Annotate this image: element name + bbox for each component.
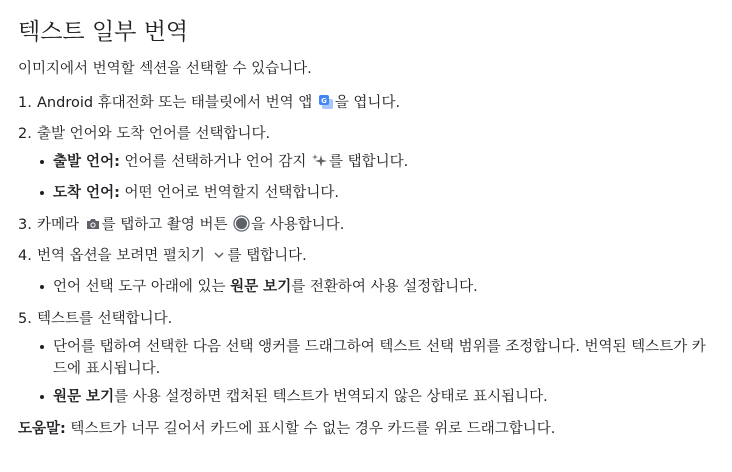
step-4 <box>18 245 718 298</box>
camera-icon <box>85 216 101 239</box>
shutter-icon <box>233 215 250 239</box>
steps-list <box>18 92 718 408</box>
step-number: 2. <box>18 126 32 142</box>
tip-label: 도움말: <box>18 421 66 437</box>
sub-item-select-words <box>37 336 718 380</box>
intro-text: 이미지에서 번역할 섹션을 선택할 수 있습니다. <box>18 61 312 77</box>
step-number: 5. <box>18 311 32 327</box>
step-text: 출발 언어와 도착 언어를 선택합니다. <box>37 126 271 142</box>
step-2-sublist <box>37 151 718 204</box>
step-5-sublist <box>37 336 718 408</box>
step-text: 텍스트를 선택합니다. <box>37 311 173 327</box>
tip-body: 텍스트가 너무 길어서 카드에 표시할 수 없는 경우 카드를 위로 드래그합니다. <box>65 421 556 437</box>
sub-item-show-original <box>37 276 718 298</box>
bold-label: 도착 언어: <box>53 185 120 201</box>
bullet <box>40 285 44 289</box>
bold-label: 출발 언어: <box>53 154 120 170</box>
sub-text: 언어를 선택하거나 언어 감지 <box>119 154 312 170</box>
bullet <box>40 160 44 164</box>
page-title: 텍스트 일부 번역 <box>18 19 189 45</box>
step-3 <box>18 214 718 239</box>
step-number: 3. <box>18 217 32 233</box>
step-text: 번역 옵션을 보려면 펼치기 <box>37 248 210 264</box>
step-text: Android 휴대전화 또는 태블릿에서 번역 앱 <box>37 95 317 111</box>
step-text-end: 을 사용합니다. <box>251 217 345 233</box>
sub-item-target-language <box>37 182 718 204</box>
tip-text <box>18 418 718 440</box>
chevron-down-icon <box>211 247 227 270</box>
bullet <box>40 395 44 399</box>
sub-text: 단어를 탭하여 선택한 다음 선택 앵커를 드래그하여 텍스트 선택 범위를 조정합니다. 번역된 텍스트가 카드에 표시됩니다. <box>53 339 706 377</box>
bold-label: 원문 보기 <box>230 279 292 295</box>
bold-label: 원문 보기 <box>53 389 115 405</box>
step-text-middle: 를 탭하고 촬영 버튼 <box>101 217 233 233</box>
bullet <box>40 191 44 195</box>
sub-item-original-text <box>37 386 718 408</box>
step-2 <box>18 123 718 204</box>
step-text-end: 를 탭합니다. <box>227 248 307 264</box>
help-article <box>18 14 718 440</box>
step-number: 4. <box>18 248 32 264</box>
step-1 <box>18 92 718 117</box>
step-text: 카메라 <box>37 217 84 233</box>
sparkle-icon <box>312 153 328 176</box>
sub-text: 언어 선택 도구 아래에 있는 <box>53 279 231 295</box>
step-number: 1. <box>18 95 32 111</box>
bullet <box>40 345 44 349</box>
sub-text: 어떤 언어로 번역할지 선택합니다. <box>119 185 340 201</box>
sub-item-source-language <box>37 151 718 176</box>
google-translate-icon <box>318 94 334 117</box>
sub-text-end: 를 탭합니다. <box>329 154 409 170</box>
step-4-sublist <box>37 276 718 298</box>
svg-text:G: G <box>320 97 327 105</box>
sub-text-end: 를 사용 설정하면 캡처된 텍스트가 번역되지 않은 상태로 표시됩니다. <box>114 389 548 405</box>
step-5 <box>18 308 718 408</box>
sub-text-end: 를 전환하여 사용 설정합니다. <box>291 279 478 295</box>
step-text-end: 을 엽니다. <box>334 95 401 111</box>
